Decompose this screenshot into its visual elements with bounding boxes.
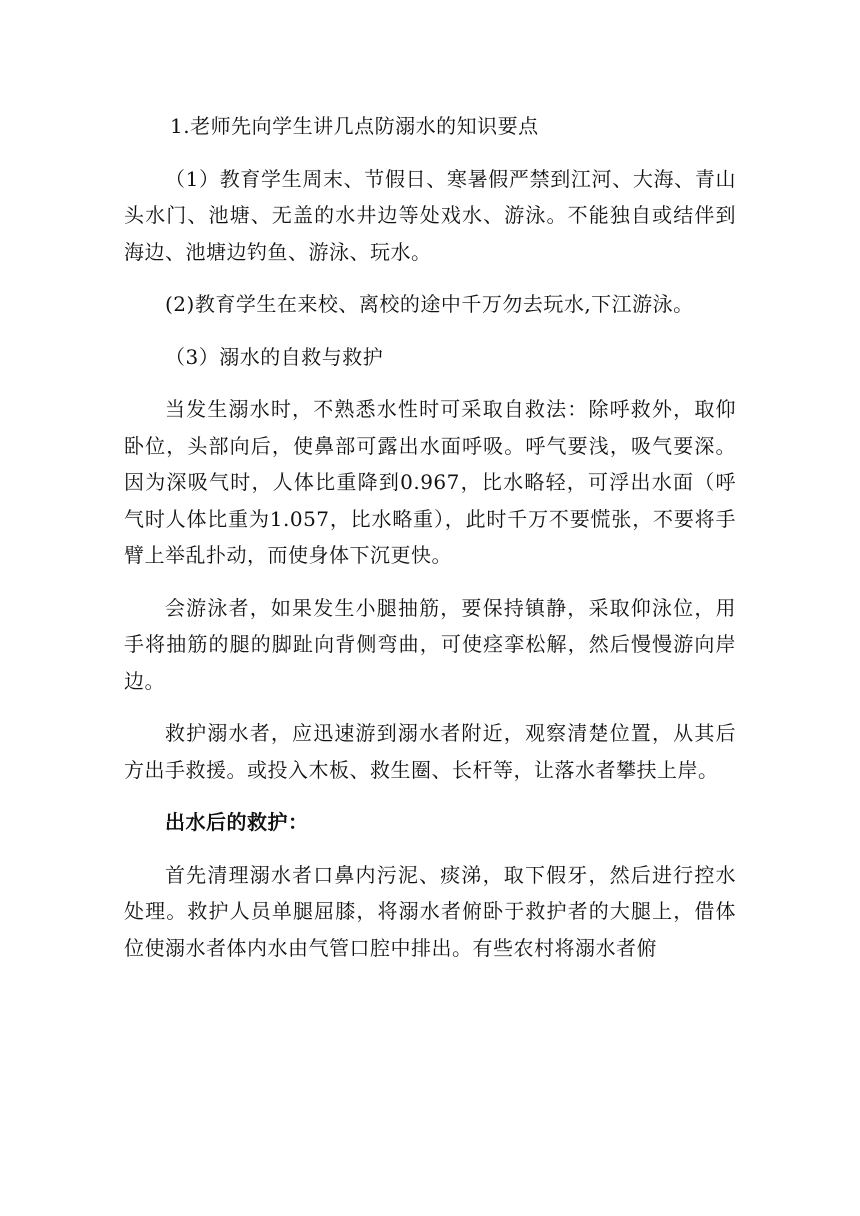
paragraph-rule-2: (2)教育学生在来校、离校的途中千万勿去玩水,下江游泳。 [165,292,694,316]
paragraph-water-control: 首先清理溺水者口鼻内污泥、痰涕，取下假牙，然后进行控水处理。救护人员单腿屈膝，将溺水者俯卧于救护者的大腿上，借体位使溺水者体内水由气管口腔中排出。有些农村将溺水者俯 [124,862,736,960]
paragraph-rule-3-heading: （3）溺水的自救与救护 [165,344,384,369]
heading-after-water-rescue: 出水后的救护： [165,810,309,834]
document-body [124,108,736,982]
paragraph-rule-1: （1）教育学生周末、节假日、寒暑假严禁到江河、大海、青山头水门、池塘、无盖的水井边等处戏水、游泳。不能独自或结伴到海边、池塘边钓鱼、游泳、玩水。 [124,166,736,264]
paragraph-self-rescue: 当发生溺水时，不熟悉水性时可采取自救法：除呼救外，取仰卧位，头部向后，使鼻部可露出水面呼吸。呼气要浅，吸气要深。因为深吸气时，人体比重降到0.967，比水略轻，可浮出水面（呼气时人体比重为1.057，比水略重），此时千万不要慌张，不要将手臂上举乱扑动，而使身体下沉更快。 [124,397,736,567]
paragraph-rescue-others: 救护溺水者，应迅速游到溺水者附近，观察清楚位置，从其后方出手救援。或投入木板、救生圈、长杆等，让落水者攀扶上岸。 [124,721,736,782]
paragraph-leg-cramp: 会游泳者，如果发生小腿抽筋，要保持镇静，采取仰泳位，用手将抽筋的腿的脚趾向背侧弯曲，可使痉挛松解，然后慢慢游向岸边。 [124,595,736,693]
heading-knowledge-points: 1.老师先向学生讲几点防溺水的知识要点 [170,114,539,138]
